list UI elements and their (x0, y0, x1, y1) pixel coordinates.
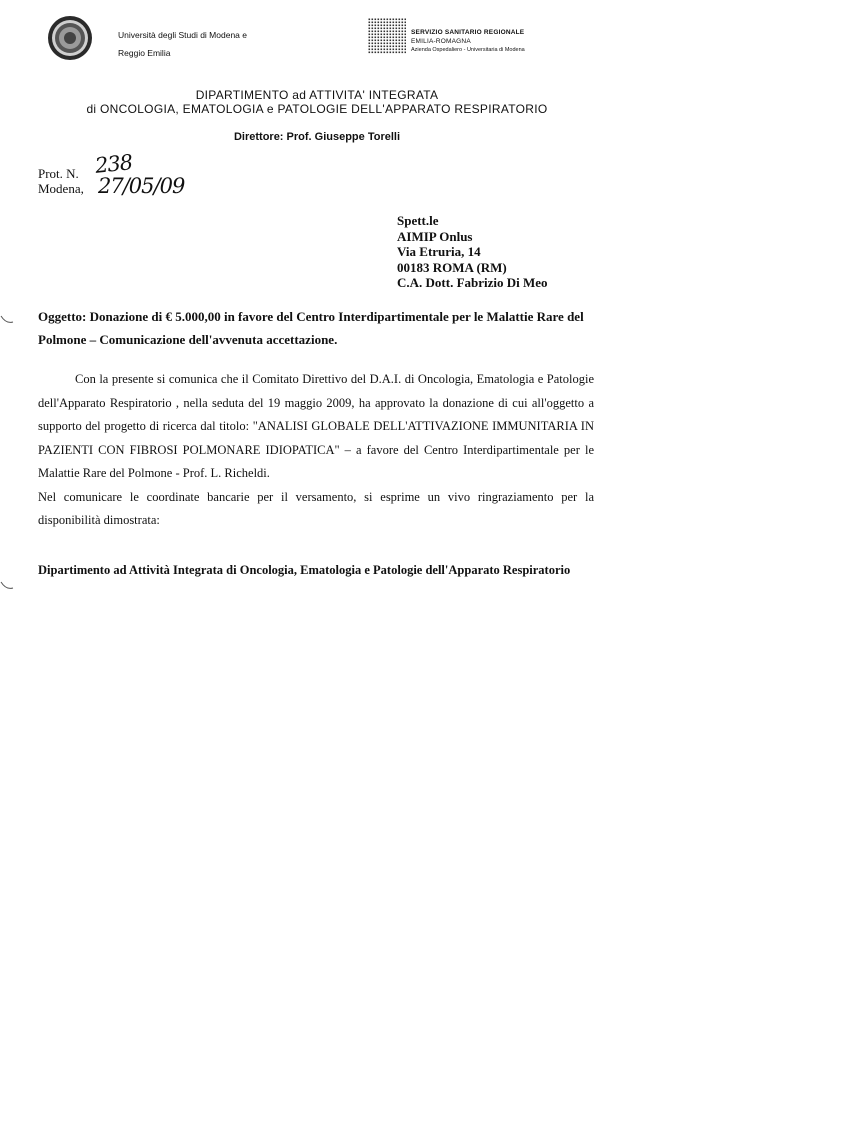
university-name-line2: Reggio Emilia (118, 48, 171, 58)
recipient-line4: 00183 ROMA (RM) (397, 259, 507, 275)
recipient-line5: C.A. Dott. Fabrizio Di Meo (397, 275, 548, 290)
letter-body (38, 368, 594, 533)
place-label: Modena, (38, 181, 84, 196)
margin-mark-1 (0, 312, 14, 328)
department-title-line2: di ONCOLOGIA, EMATOLOGIA e PATOLOGIE DELL'APPARATO RESPIRATORIO (86, 102, 548, 116)
university-seal-icon (47, 15, 93, 61)
protocol-label: Prot. N. (38, 166, 79, 181)
body-paragraph-1: Con la presente si comunica che il Comitato Direttivo del D.A.I. di Oncologia, Ematologia e Patologie dell'Apparato Respiratorio , nella seduta del 19 maggio 2009, ha approvato la donazione di cui all'oggetto a supporto del progetto di ricerca dal titolo: "ANALISI GLOBALE DELL'ATTIVAZIONE IMMUNITARIA IN PAZIENTI CON FIBROSI POLMONARE IDIOPATICA" – a favore del Centro Interdipartimentale per le Malattie Rare del Polmone - Prof. L. Richeldi. (38, 372, 594, 480)
protocol-date: 27/05/09 (98, 174, 185, 198)
recipient-line3: Via Etruria, 14 (397, 244, 481, 259)
department-title-line1: DIPARTIMENTO ad ATTIVITA' INTEGRATA (195, 88, 439, 102)
recipient-line2: AIMIP Onlus (397, 228, 473, 244)
ssr-name-line3: Azienda Ospedaliero - Universitaria di Modena (411, 47, 525, 53)
director-line: Direttore: Prof. Giuseppe Torelli (233, 131, 401, 143)
protocol-number: 238 (93, 150, 134, 178)
ssr-name-line2: EMILIA-ROMAGNA (411, 38, 471, 45)
ssr-name-line1: SERVIZIO SANITARIO REGIONALE (411, 29, 525, 36)
recipient-line1: Spett.le (397, 213, 439, 228)
subject-line: Oggetto: Donazione di € 5.000,00 in favore del Centro Interdipartimentale per le Malattie Rare del Polmone – Comunicazione dell'avvenuta accettazione. (38, 309, 584, 347)
ssr-dot-grid-icon (368, 18, 406, 54)
closing-signature-dept: Dipartimento ad Attività Integrata di Oncologia, Ematologia e Patologie dell'Apparato Respiratorio (38, 563, 571, 577)
recipient-address (397, 213, 548, 291)
body-paragraph-2: Nel comunicare le coordinate bancarie per il versamento, si esprime un vivo ringraziamento per la disponibilità dimostrata: (38, 489, 594, 527)
university-name-line1: Università degli Studi di Modena e (118, 30, 247, 40)
margin-mark-2 (0, 578, 14, 594)
